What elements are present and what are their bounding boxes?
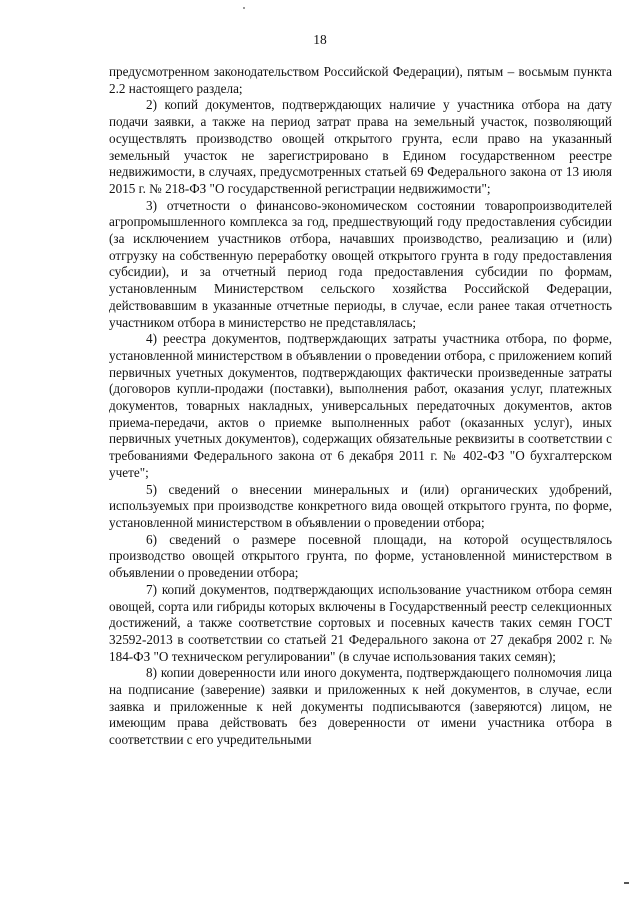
- paragraph-item-3: 3) отчетности о финансово-экономическом состоянии товаропроизводителей агропромышленного комплекса за год, предшествующий году предоставления субсидии (за исключением участников отбора, начавших производство, реализацию и (или) отгрузку на собственную переработку овощей открытого грунта в году предоставления субсидии), и за отчетный период года предоставления субсидии по формам, установленным Министерством сельского хозяйства Российской Федерации, действовавшим в указанные отчетные периоды, в случае, если ранее такая отчетность участником отбора в министерство не представлялась;: [109, 197, 612, 330]
- paragraph-item-4: 4) реестра документов, подтверждающих затраты участника отбора, по форме, установленной министерством в объявлении о проведении отбора, с приложением копий первичных учетных документов, подтверждающих фактически произведенные затраты (договоров купли-продажи (поставки), выполнения работ, оказания услуг, платежных документов, товарных накладных, универсальных передаточных документов, актов приема-передачи, актов о приемке выполненных работ (оказанных услуг), иных первичных учетных документов), содержащих обязательные реквизиты в соответствии с требованиями Федерального закона от 6 декабря 2011 г. № 402-ФЗ "О бухгалтерском учете";: [109, 331, 612, 480]
- paragraph-item-6: 6) сведений о размере посевной площади, на которой осуществлялось производство овощей открытого грунта, по форме, установленной министерством в объявлении о проведении отбора;: [109, 531, 612, 581]
- document-body: [109, 64, 612, 749]
- paragraph-item-5: 5) сведений о внесении минеральных и (или) органических удобрений, используемых при производстве конкретного вида овощей открытого грунта, по форме, установленной министерством в объявлении о проведении отбора;: [109, 481, 612, 530]
- page-number: 18: [313, 32, 327, 47]
- paragraph-item-7: 7) копий документов, подтверждающих использование участником отбора семян овощей, сорта или гибриды которых включены в Государственный реестр селекционных достижений, а также соответствие сортовых и посевных качеств таких семян ГОСТ 32592-2013 в соответствии со статьей 21 Федерального закона от 27 декабря 2002 г. № 184-ФЗ "О техническом регулировании" (в случае использования таких семян);: [109, 581, 612, 664]
- paragraph-item-2: 2) копий документов, подтверждающих наличие у участника отбора на дату подачи заявки, а также на период затрат права на земельный участок, позволяющий осуществлять производство овощей открытого грунта, если право на указанный земельный участок не зарегистрировано в Едином государственном реестре недвижимости, в случаях, предусмотренных статьей 69 Федерального закона от 13 июля 2015 г. № 218-ФЗ "О государственной регистрации недвижимости";: [109, 97, 612, 196]
- scan-artifact-top: [243, 7, 245, 9]
- scan-artifact-bottom: [624, 882, 629, 884]
- paragraph-item-8: 8) копии доверенности или иного документа, подтверждающего полномочия лица на подписание (заверение) заявки и приложенных к ней документов, в случае, если заявка и приложенные к ней документы подписываются (заверяются) лицом, не имеющим права действовать без доверенности от имени участника отбора в соответствии с его учредительными: [109, 665, 612, 748]
- paragraph-continuation: предусмотренном законодательством Российской Федерации), пятым – восьмым пункта 2.2 настоящего раздела;: [109, 64, 612, 96]
